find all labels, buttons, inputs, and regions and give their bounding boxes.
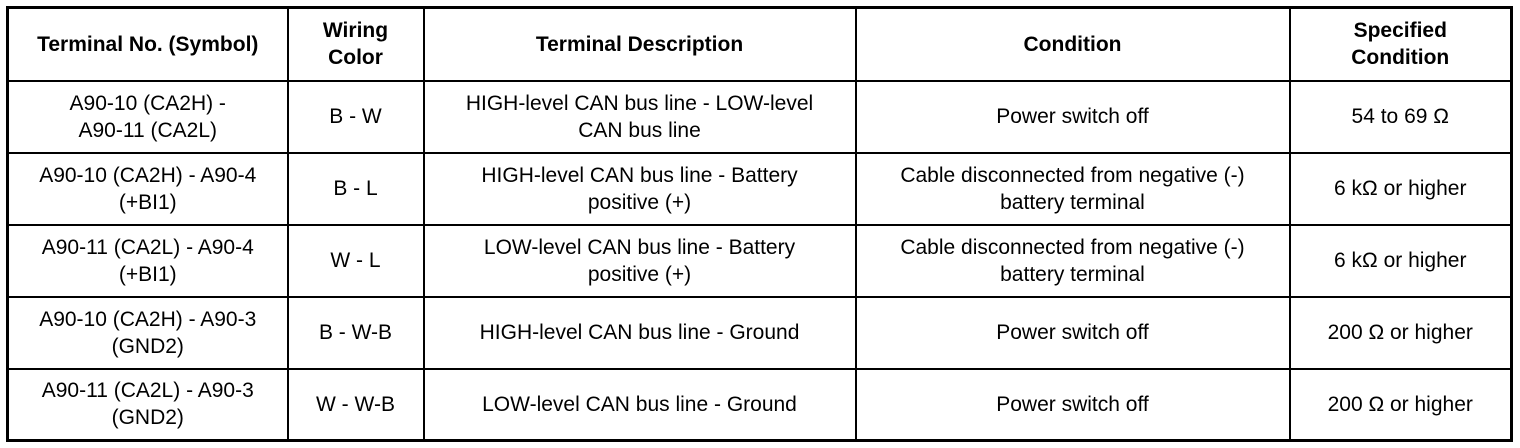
cell-specified: 6 kΩ or higher (1290, 153, 1512, 225)
table-row (8, 153, 1512, 225)
header-condition: Condition (856, 8, 1290, 81)
cell-condition: Power switch off (856, 369, 1290, 441)
cell-specified: 54 to 69 Ω (1290, 81, 1512, 153)
cell-terminal: A90-10 (CA2H) - A90-4 (+BI1) (8, 153, 288, 225)
cell-specified: 200 Ω or higher (1290, 297, 1512, 369)
cell-terminal: A90-11 (CA2L) - A90-4 (+BI1) (8, 225, 288, 297)
cell-wiring-color: B - L (288, 153, 424, 225)
cell-wiring-color: W - L (288, 225, 424, 297)
table-row (8, 297, 1512, 369)
cell-condition: Power switch off (856, 297, 1290, 369)
cell-description: LOW-level CAN bus line - Battery positive (+) (424, 225, 856, 297)
header-specified-condition: Specified Condition (1290, 8, 1512, 81)
table-row (8, 81, 1512, 153)
cell-terminal: A90-10 (CA2H) - A90-11 (CA2L) (8, 81, 288, 153)
header-row (8, 8, 1512, 81)
cell-condition: Power switch off (856, 81, 1290, 153)
cell-condition: Cable disconnected from negative (-) battery terminal (856, 153, 1290, 225)
cell-description: HIGH-level CAN bus line - Ground (424, 297, 856, 369)
cell-description: HIGH-level CAN bus line - Battery positive (+) (424, 153, 856, 225)
cell-wiring-color: B - W-B (288, 297, 424, 369)
table-row (8, 369, 1512, 441)
cell-wiring-color: B - W (288, 81, 424, 153)
spec-table-wrapper (6, 6, 1513, 442)
cell-wiring-color: W - W-B (288, 369, 424, 441)
header-terminal-description: Terminal Description (424, 8, 856, 81)
cell-description: HIGH-level CAN bus line - LOW-level CAN bus line (424, 81, 856, 153)
table-row (8, 225, 1512, 297)
header-wiring-color: Wiring Color (288, 8, 424, 81)
cell-terminal: A90-11 (CA2L) - A90-3 (GND2) (8, 369, 288, 441)
cell-specified: 200 Ω or higher (1290, 369, 1512, 441)
cell-description: LOW-level CAN bus line - Ground (424, 369, 856, 441)
cell-terminal: A90-10 (CA2H) - A90-3 (GND2) (8, 297, 288, 369)
cell-specified: 6 kΩ or higher (1290, 225, 1512, 297)
terminal-spec-table (6, 6, 1513, 442)
header-terminal: Terminal No. (Symbol) (8, 8, 288, 81)
cell-condition: Cable disconnected from negative (-) battery terminal (856, 225, 1290, 297)
